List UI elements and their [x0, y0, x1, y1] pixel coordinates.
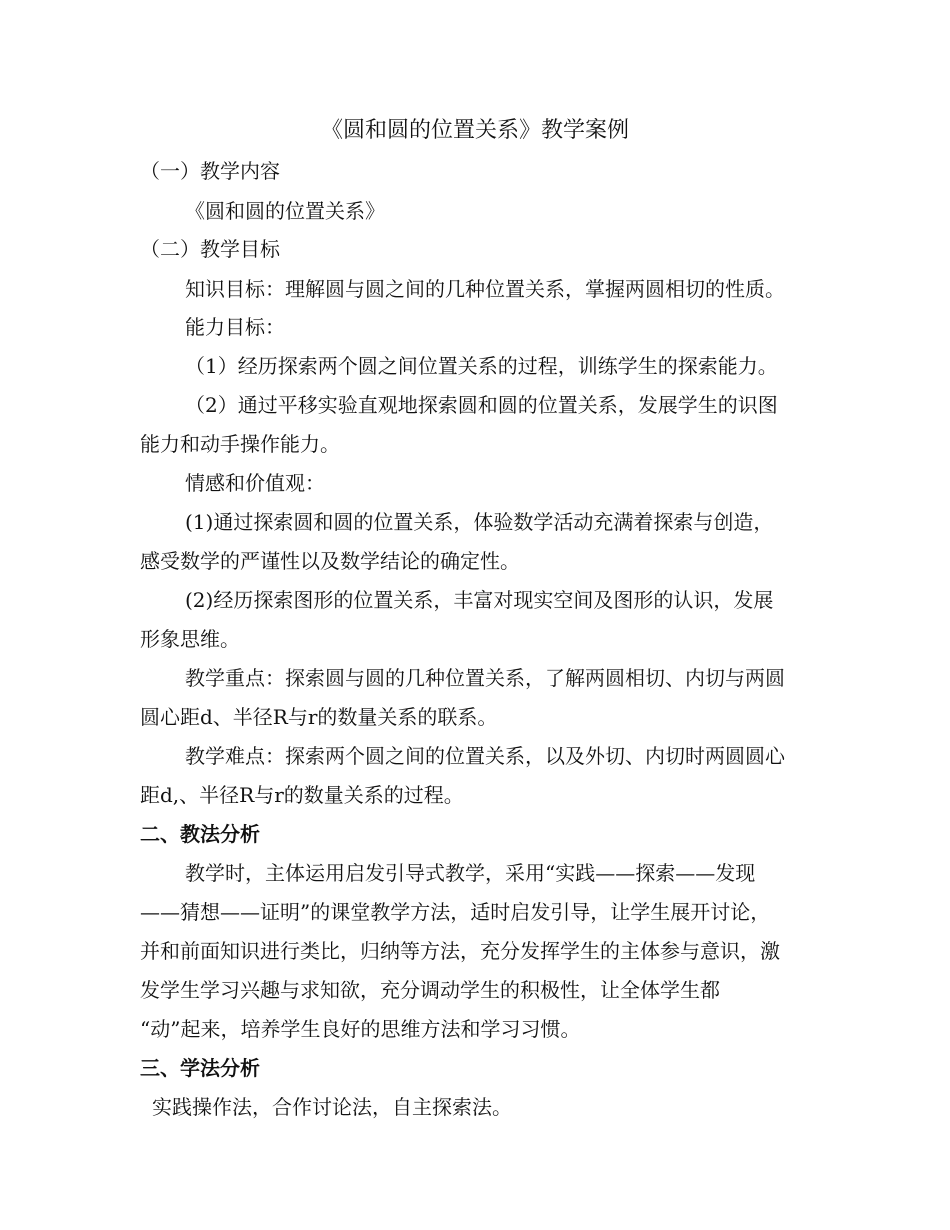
- emotion-goal-2-line1: (2)经历探索图形的位置关系，丰富对现实空间及图形的认识，发展: [185, 588, 774, 612]
- section-heading-content: （一）教学内容: [140, 159, 280, 183]
- emotion-goal-1-line1: (1)通过探索圆和圆的位置关系，体验数学活动充满着探索与创造，: [185, 510, 774, 534]
- method-line1: 教学时，主体运用启发引导式教学，采用“实践——探索——发现: [185, 861, 756, 885]
- section-heading-teaching-method: 二、教法分析: [140, 822, 260, 846]
- method-line2: ——猜想——证明”的课堂教学方法，适时启发引导，让学生展开讨论，: [140, 900, 771, 924]
- content-text: 《圆和圆的位置关系》: [185, 199, 385, 223]
- emotion-goal-2-line2: 形象思维。: [140, 627, 240, 651]
- method-line5: “动”起来，培养学生良好的思维方法和学习习惯。: [140, 1017, 581, 1041]
- method-line3: 并和前面知识进行类比，归纳等方法，充分发挥学生的主体参与意识，激: [140, 939, 780, 963]
- key-point-line1: 教学重点：探索圆与圆的几种位置关系，了解两圆相切、内切与两圆: [185, 666, 785, 690]
- section-heading-study-method: 三、学法分析: [140, 1056, 260, 1080]
- difficulty-line2: 距d,、半径R与r的数量关系的过程。: [140, 783, 464, 807]
- document-title: 《圆和圆的位置关系》教学案例: [320, 118, 629, 143]
- difficulty-line1: 教学难点：探索两个圆之间的位置关系，以及外切、内切时两圆圆心: [185, 744, 785, 768]
- ability-goal-2-line2: 能力和动手操作能力。: [140, 432, 340, 456]
- ability-goal-2-line1: （2）通过平移实验直观地探索圆和圆的位置关系，发展学生的识图: [185, 393, 778, 417]
- method-line4: 发学生学习兴趣与求知欲，充分调动学生的积极性，让全体学生都: [140, 978, 720, 1002]
- ability-goal-heading: 能力目标：: [185, 315, 285, 339]
- key-point-line2: 圆心距d、半径R与r的数量关系的联系。: [140, 705, 498, 729]
- ability-goal-1: （1）经历探索两个圆之间位置关系的过程，训练学生的探索能力。: [185, 354, 778, 378]
- knowledge-goal: 知识目标：理解圆与圆之间的几种位置关系，掌握两圆相切的性质。: [185, 277, 785, 301]
- emotion-goal-1-line2: 感受数学的严谨性以及数学结论的确定性。: [140, 549, 520, 573]
- study-method-text: 实践操作法，合作讨论法，自主探索法。: [152, 1095, 512, 1119]
- section-heading-goals: （二）教学目标: [140, 237, 280, 261]
- emotion-goal-heading: 情感和价值观：: [185, 471, 325, 495]
